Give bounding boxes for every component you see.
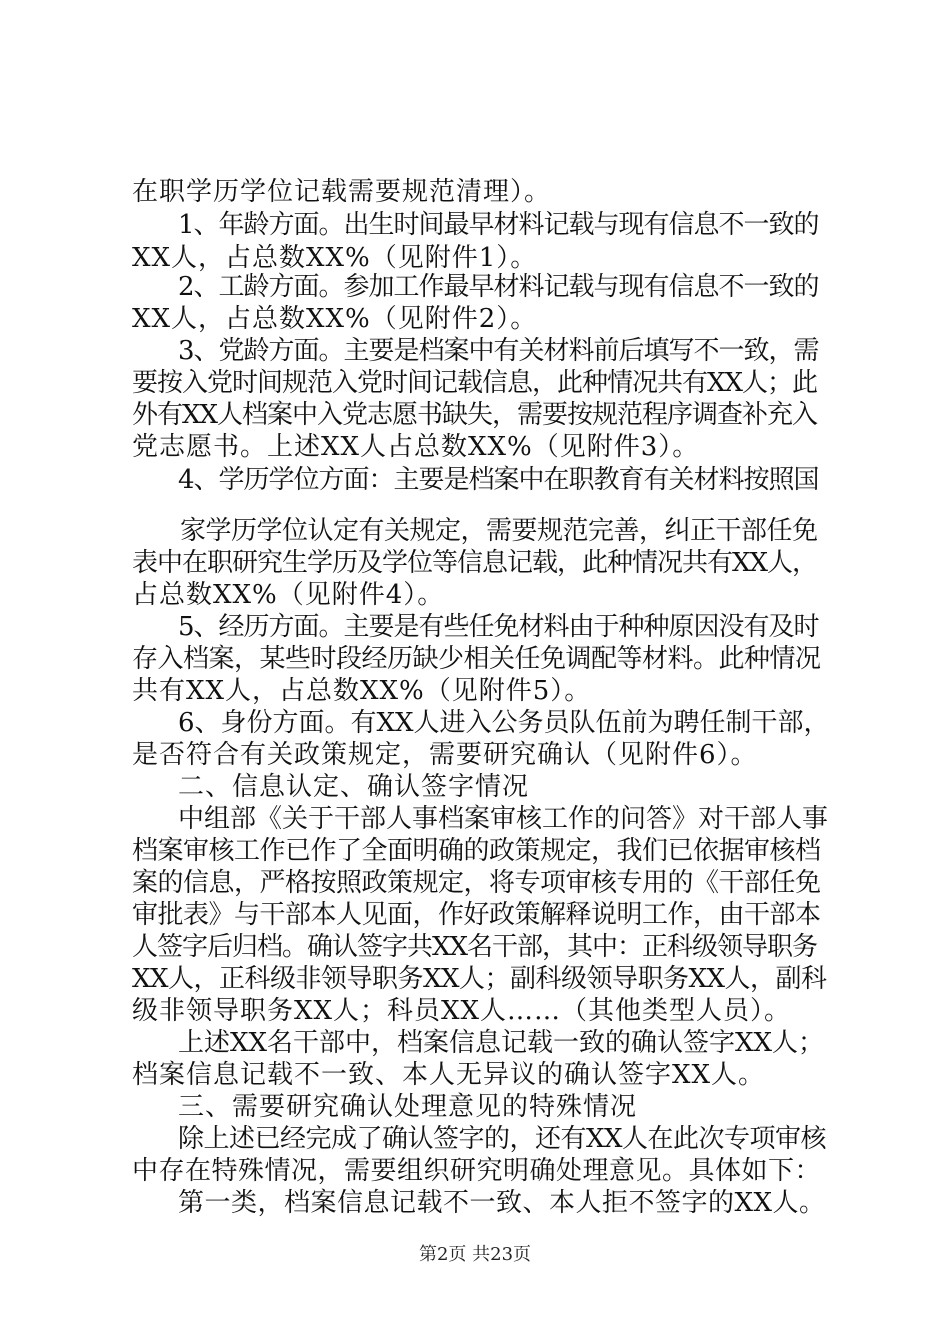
- text-line: 档案审核工作已作了全面明确的政策规定，我们已依据审核档: [132, 836, 821, 866]
- text-line: 档案信息记载不一致、本人无异议的确认签字XX人。: [132, 1060, 766, 1090]
- text-line: 6、身份方面。有XX人进入公务员队伍前为聘任制干部，: [178, 708, 830, 738]
- text-line: 是否符合有关政策规定，需要研究确认（见附件6）。: [132, 740, 758, 770]
- text-line: 1、年龄方面。出生时间最早材料记载与现有信息不一致的: [178, 210, 819, 240]
- text-line: 除上述已经完成了确认签字的，还有XX人在此次专项审核: [178, 1124, 827, 1154]
- text-line: XX人，正科级非领导职务XX人；副科级领导职务XX人，副科: [132, 964, 827, 994]
- text-line: 2、工龄方面。参加工作最早材料记载与现有信息不一致的: [178, 272, 819, 302]
- text-line: 占总数XX%（见附件4）。: [132, 580, 445, 610]
- text-line: 党志愿书。上述XX人占总数XX%（见附件3）。: [132, 432, 700, 462]
- text-line: 案的信息，严格按照政策规定，将专项审核专用的《干部任免: [132, 868, 821, 898]
- text-line: 审批表》与干部本人见面，作好政策解释说明工作，由干部本: [132, 900, 821, 930]
- text-line: 中组部《关于干部人事档案审核工作的问答》对干部人事: [178, 804, 829, 834]
- text-line: 共有XX人，占总数XX%（见附件5）。: [132, 676, 592, 706]
- text-line: XX人，占总数XX%（见附件2）。: [132, 304, 538, 334]
- text-line: 要按入党时间规范入党时间记载信息，此种情况共有XX人；此: [132, 368, 818, 398]
- section-heading: 三、需要研究确认处理意见的特殊情况: [178, 1092, 638, 1122]
- text-line: 5、经历方面。主要是有些任免材料由于种种原因没有及时: [178, 612, 819, 642]
- text-line: 级非领导职务XX人；科员XX人……（其他类型人员）。: [132, 996, 792, 1026]
- text-line: 中存在特殊情况，需要组织研究明确处理意见。具体如下：: [132, 1156, 822, 1186]
- text-line: 在职学历学位记载需要规范清理）。: [132, 177, 552, 207]
- text-line: 3、党龄方面。主要是档案中有关材料前后填写不一致，需: [178, 336, 819, 366]
- text-line: 表中在职研究生学历及学位等信息记载，此种情况共有XX人，: [132, 548, 818, 578]
- text-line: 第一类，档案信息记载不一致、本人拒不签字的XX人。: [178, 1188, 826, 1218]
- page-footer: 第2页 共23页: [418, 1244, 532, 1265]
- text-line: XX人，占总数XX%（见附件1）。: [132, 243, 538, 273]
- section-heading: 二、信息认定、确认签字情况: [178, 772, 530, 802]
- text-line: 4、学历学位方面：主要是档案中在职教育有关材料按照国: [178, 465, 819, 495]
- text-line: 家学历学位认定有关规定，需要规范完善，纠正干部任免: [180, 516, 818, 546]
- text-line: 上述XX名干部中，档案信息记载一致的确认签字XX人；: [178, 1028, 825, 1058]
- text-line: 存入档案，某些时段经历缺少相关任免调配等材料。此种情况: [132, 644, 821, 674]
- text-line: 人签字后归档。确认签字共XX名干部，其中：正科级领导职务: [132, 932, 818, 962]
- text-line: 外有XX人档案中入党志愿书缺失，需要按规范程序调查补充入: [132, 400, 818, 430]
